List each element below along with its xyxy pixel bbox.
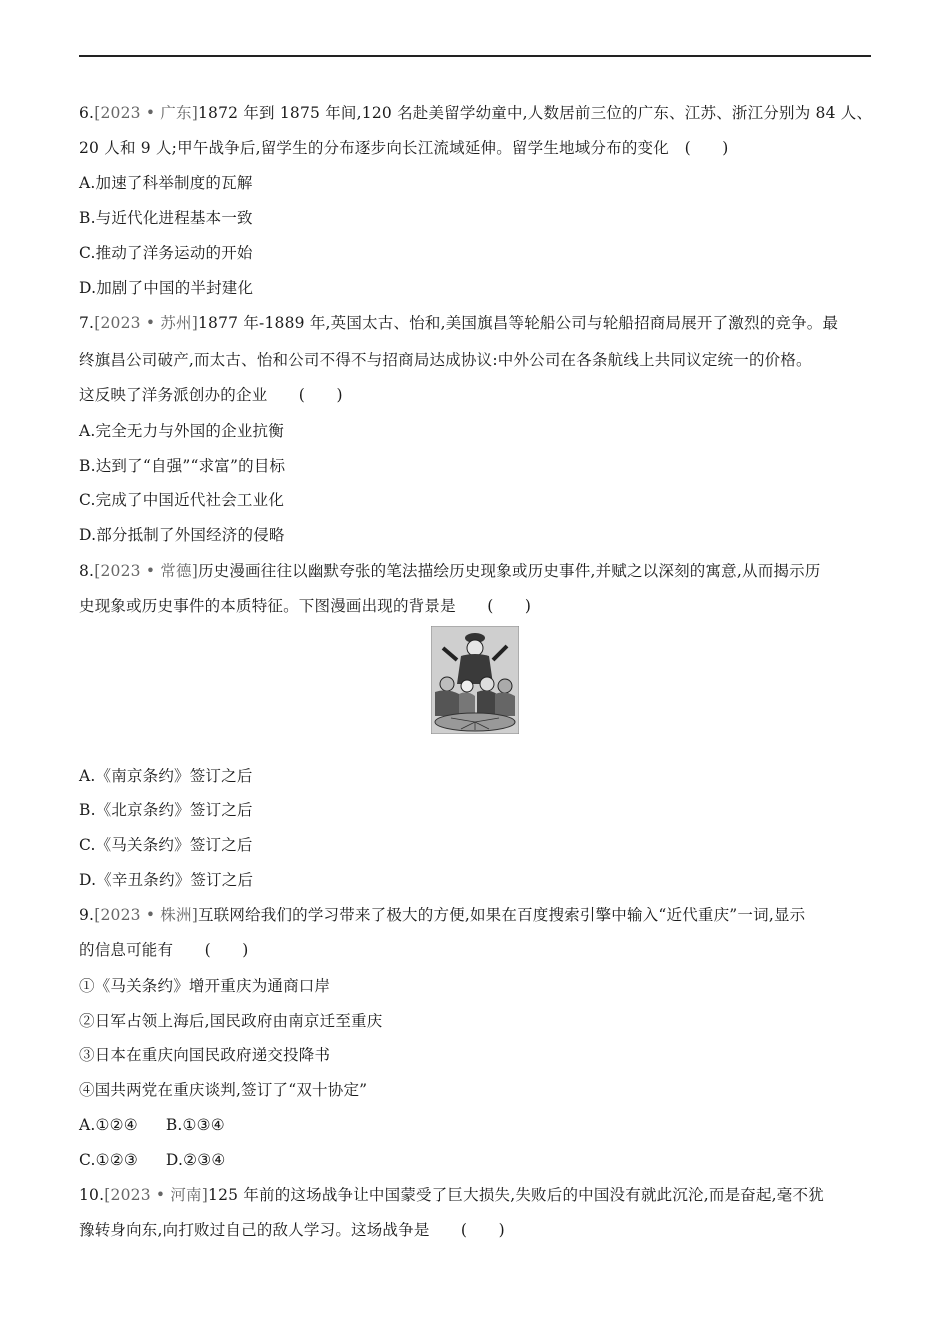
- q8-line-2: 史现象或历史事件的本质特征。下图漫画出现的背景是 ( ): [79, 597, 532, 615]
- cartoon-image: [431, 626, 519, 734]
- q7-line-3: 这反映了洋务派创办的企业 ( ): [79, 386, 343, 404]
- q6-source: [2023 • 广东]: [94, 104, 198, 122]
- q9-option-d: D.②③④: [165, 1151, 226, 1169]
- q7-option-c: C.完成了中国近代社会工业化: [79, 491, 285, 509]
- q6-line-1: 6.[2023 • 广东]1872 年到 1875 年间,120 名赴美留学幼童中,人数居前三位的广东、江苏、浙江分别为 84 人、: [79, 104, 873, 122]
- q10-source: [2023 • 河南]: [104, 1186, 209, 1204]
- q7-option-b: B.达到了“自强”“求富”的目标: [79, 457, 286, 475]
- q6-option-c: C.推动了洋务运动的开始: [79, 244, 253, 262]
- q9-item-4: ④国共两党在重庆谈判,签订了“双十协定”: [79, 1081, 368, 1099]
- header-rule: [79, 55, 871, 57]
- q9-source: [2023 • 株洲]: [94, 906, 198, 924]
- q6-option-d: D.加剧了中国的半封建化: [79, 279, 254, 297]
- q10-line-1: 10.[2023 • 河南]125 年前的这场战争让中国蒙受了巨大损失,失败后的中国没有就此沉沦,而是奋起,毫不犹: [79, 1186, 824, 1204]
- q9-line-1: 9.[2023 • 株洲]互联网给我们的学习带来了极大的方便,如果在百度搜索引擎中输入“近代重庆”一词,显示: [79, 906, 806, 924]
- q8-line-1: 8.[2023 • 常德]历史漫画往往以幽默夸张的笔法描绘历史现象或历史事件,并赋之以深刻的寓意,从而揭示历: [79, 562, 821, 580]
- q7-line-1: 7.[2023 • 苏州]1877 年-1889 年,英国太古、怡和,美国旗昌等轮船公司与轮船招商局展开了激烈的竞争。最: [79, 314, 839, 332]
- q9-option-b: B.①③④: [165, 1116, 225, 1134]
- q7-line-2: 终旗昌公司破产,而太古、怡和公司不得不与招商局达成协议:中外公司在各条航线上共同议定统一的价格。: [79, 351, 812, 369]
- q10-line-2: 豫转身向东,向打败过自己的敌人学习。这场战争是 ( ): [79, 1221, 505, 1239]
- q8-source: [2023 • 常德]: [94, 562, 198, 580]
- q9-options-row-1: [79, 1115, 225, 1135]
- q7-option-d: D.部分抵制了外国经济的侵略: [79, 526, 285, 544]
- q9-line-2: 的信息可能有 ( ): [79, 941, 249, 959]
- q9-item-1: ①《马关条约》增开重庆为通商口岸: [79, 977, 331, 995]
- q9-item-2: ②日军占领上海后,国民政府由南京迁至重庆: [79, 1012, 383, 1030]
- q9-options-row-2: [79, 1150, 225, 1170]
- q8-option-c: C.《马关条约》签订之后: [79, 836, 253, 854]
- q8-option-a: A.《南京条约》签订之后: [79, 767, 253, 785]
- q7-option-a: A.完全无力与外国的企业抗衡: [79, 422, 284, 440]
- q6-line-2: 20 人和 9 人;甲午战争后,留学生的分布逐步向长江流域延伸。留学生地域分布的变化 ( ): [79, 139, 729, 157]
- q8-option-d: D.《辛丑条约》签订之后: [79, 871, 254, 889]
- q9-option-c: C.①②③: [79, 1151, 138, 1169]
- q8-option-b: B.《北京条约》签订之后: [79, 801, 253, 819]
- q6-option-b: B.与近代化进程基本一致: [79, 209, 253, 227]
- q9-item-3: ③日本在重庆向国民政府递交投降书: [79, 1046, 331, 1064]
- q7-source: [2023 • 苏州]: [94, 314, 198, 332]
- q6-option-a: A.加速了科举制度的瓦解: [79, 174, 253, 192]
- q9-option-a: A.①②④: [79, 1116, 138, 1134]
